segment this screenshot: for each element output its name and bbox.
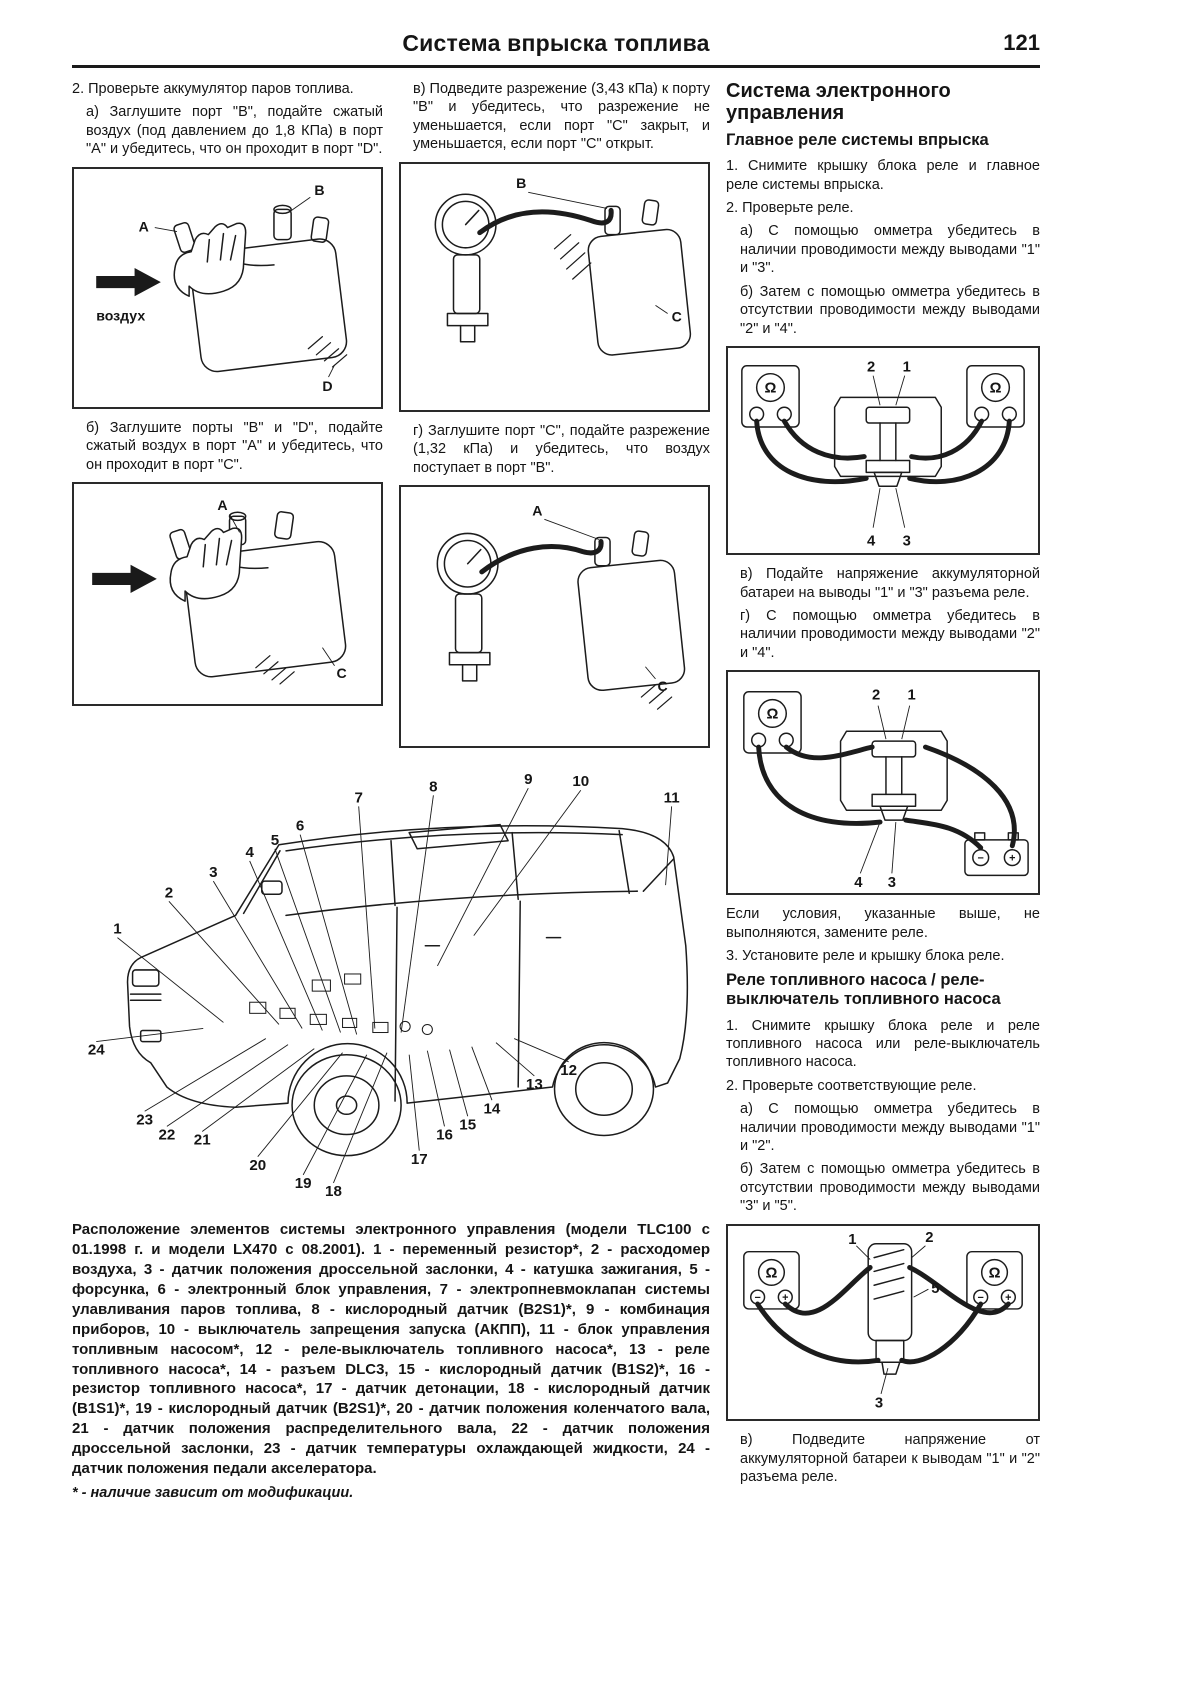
probe-plus-label: +	[1005, 1291, 1012, 1304]
hand-drawing	[170, 528, 241, 601]
pump-relay-ohmmeter-drawing	[730, 1228, 1036, 1418]
port-b-label: B	[516, 174, 527, 191]
column-middle	[399, 80, 710, 758]
terminal-3-label: 3	[902, 533, 911, 550]
step-2: 2. Проверьте аккумулятор паров топлива.	[72, 81, 354, 97]
vacuum-test-figure-1	[399, 162, 710, 412]
vacuum-hose	[482, 542, 601, 572]
relay-body	[835, 397, 942, 486]
main-relay-step-2g: г) С помощью омметра убедитесь в наличии проводимости между выводами "2" и "4".	[740, 608, 1040, 661]
column-right	[726, 80, 1040, 1501]
port-c-label: C	[671, 308, 682, 325]
port-c-label: C	[657, 678, 668, 695]
pump-relay-step-2: 2. Проверьте соответствующие реле.	[726, 1077, 977, 1094]
ohm-symbol: Ω	[764, 380, 777, 397]
canister-air-test-drawing	[76, 171, 379, 405]
callout-24: 24	[87, 1041, 105, 1059]
port-d-label: D	[322, 377, 333, 394]
canister-drawing	[173, 205, 348, 373]
callout-5: 5	[270, 831, 280, 849]
section-heading: Система электронного управления	[726, 80, 951, 125]
figure-footnote: * - наличие зависит от модификации.	[72, 1485, 354, 1502]
callout-2: 2	[164, 884, 174, 902]
subsection-fuel-pump-relay: Реле топливного насоса / реле-выключатель топливного насоса	[726, 970, 1001, 1009]
callout-14: 14	[483, 1100, 501, 1118]
canister-drawing	[169, 511, 347, 684]
step-2v: в) Подведите разрежение (3,43 кПа) к порту "B" и убедитесь, что разрежение не уменьшается, если порт "С" закрыт, и уменьшается, если порт "С" открыт.	[413, 81, 711, 153]
callout-20: 20	[249, 1156, 267, 1174]
probe-minus-label: −	[977, 1291, 984, 1304]
relay-body	[868, 1243, 911, 1373]
callout-16: 16	[436, 1126, 453, 1144]
canister-air-test-figure-2	[72, 482, 383, 706]
canister-air-test-figure	[72, 167, 383, 409]
terminal-3-label: 3	[874, 1395, 884, 1412]
relay-ohmmeter-drawing-2	[730, 674, 1036, 891]
callout-21: 21	[193, 1131, 211, 1149]
callout-11: 11	[663, 789, 680, 807]
battery-wire	[906, 820, 981, 848]
figure-caption: Расположение элементов системы электронного управления (модели TLC100 с 01.1998 г. и модели LX470 с 08.2001). 1 - переменный резистор*, 2 - расходомер воздуха, 3 - датчик положения дроссельной заслонки, 4 - катушка зажигания, 5 - форсунка, 6 - электронный блок управления, 7 - электропневмоклапан системы улавливания паров топлива, 8 - кислородный датчик (B2S1)*, 9 - комбинация приборов, 10 - выключатель запрещения запуска (АКПП), 11 - блок управления топливным насосом*, 12 - реле-выключатель топливного насоса*, 13 - реле топливного насоса*, 14 - разъем DLC3, 15 - кислородный датчик (B1S2)*, 16 - резистор топливного насоса*, 17 - датчик детонации, 18 - кислородный датчик (B1S1)*, 19 - кислородный датчик (B2S1)*, 20 - датчик положения коленчатого вала, 21 - датчик положения распределительного вала, 22 - датчик положения дроссельной заслонки, 23 - датчик температуры охлаждающей жидкости, 24 - датчик положения педали акселератора.	[72, 1220, 710, 1478]
relay-body	[841, 732, 948, 821]
callout-4: 4	[245, 843, 254, 861]
canister-drawing	[577, 531, 686, 710]
callout-8: 8	[429, 778, 438, 796]
pump-relay-check-figure	[726, 1224, 1040, 1422]
terminal-5-label: 5	[931, 1280, 940, 1297]
probe-minus-label: −	[754, 1291, 761, 1304]
callout-9: 9	[524, 770, 533, 788]
callout-22: 22	[158, 1126, 176, 1144]
callout-1: 1	[113, 920, 122, 938]
air-arrow-icon	[96, 268, 161, 296]
vacuum-pump-drawing	[435, 194, 496, 341]
battery-minus-label: −	[977, 852, 984, 865]
port-b-label: B	[314, 181, 325, 198]
probe-wire	[910, 421, 1010, 482]
vacuum-test-drawing-2	[403, 489, 706, 744]
hand-drawing	[174, 223, 245, 296]
port-c-label: C	[336, 665, 347, 682]
probe-plus-label: +	[782, 1291, 789, 1304]
terminal-2-label: 2	[867, 359, 876, 376]
terminal-1-label: 1	[907, 687, 916, 704]
callout-10: 10	[572, 772, 590, 790]
ohm-symbol: Ω	[989, 380, 1002, 397]
terminal-3-label: 3	[887, 875, 897, 892]
ohm-symbol: Ω	[765, 1265, 778, 1282]
callout-15: 15	[459, 1116, 477, 1134]
callout-12: 12	[560, 1061, 578, 1079]
callout-7: 7	[354, 789, 363, 807]
pump-relay-step-2v: в) Подведите напряжение от аккумуляторной батареи к выводам "1" и "2" разъема реле.	[740, 1432, 1040, 1485]
step-2b: б) Заглушите порты "B" и "D", подайте сжатый воздух в порт "А" и убедитесь, что он проходит в порт "С".	[86, 419, 383, 473]
vacuum-test-drawing-1	[403, 166, 706, 408]
terminal-leaders	[873, 376, 905, 528]
callout-leaders	[96, 788, 671, 1183]
main-relay-check-figure-1	[726, 346, 1040, 555]
callout-23: 23	[136, 1111, 154, 1129]
probe-wire	[786, 747, 872, 758]
vacuum-test-figure-2	[399, 485, 710, 748]
callout-6: 6	[295, 817, 305, 835]
port-a-label: A	[138, 218, 149, 235]
terminal-2-label: 2	[925, 1229, 934, 1246]
canister-air-test-drawing-2	[76, 486, 379, 702]
main-relay-check-figure-2	[726, 670, 1040, 895]
terminal-4-label: 4	[867, 533, 876, 550]
left-section	[72, 80, 710, 1501]
relay-ohmmeter-drawing-1	[730, 350, 1036, 551]
procedure-columns	[72, 80, 710, 758]
main-relay-step-2: 2. Проверьте реле.	[726, 200, 854, 217]
terminal-2-label: 2	[871, 687, 881, 704]
port-a-label: A	[532, 502, 543, 519]
page-title: Система впрыска топлива	[402, 30, 710, 56]
battery-plus-label: +	[1009, 852, 1016, 865]
vacuum-hose	[480, 210, 611, 232]
ohm-symbol: Ω	[988, 1265, 1001, 1282]
air-label: воздух	[96, 307, 146, 324]
main-relay-step-1: 1. Снимите крышку блока реле и главное реле системы впрыска.	[726, 158, 1040, 193]
pump-relay-step-1: 1. Снимите крышку блока реле и реле топливного насоса или реле-выключатель топливного насоса.	[726, 1017, 1040, 1071]
page-content	[72, 80, 1040, 1501]
probe-wire	[902, 1304, 981, 1362]
canister-drawing	[555, 199, 692, 356]
terminal-4-label: 4	[854, 875, 863, 892]
column-left	[72, 80, 383, 758]
component-location-figure	[72, 764, 710, 1210]
callout-17: 17	[410, 1150, 428, 1168]
callout-18: 18	[325, 1182, 342, 1200]
port-a-label: A	[217, 497, 228, 514]
step-2g: г) Заглушите порт "С", подайте разрежение (1,32 кПа) и убедитесь, что воздух поступает в порт "В".	[413, 423, 710, 476]
main-relay-step-2v: в) Подайте напряжение аккумуляторной батареи на выводы "1" и "3" разъема реле.	[740, 566, 1040, 601]
terminal-1-label: 1	[902, 359, 911, 376]
battery-wire	[925, 747, 1014, 846]
vacuum-pump-drawing	[437, 534, 498, 681]
step-2a: а) Заглушите порт "B", подайте сжатый воздух (под давлением до 1,8 КПа) в порт "А" и убедитесь, что он проходит в порт "D".	[86, 104, 383, 158]
page-header	[72, 30, 1040, 68]
main-relay-note: Если условия, указанные выше, не выполняются, замените реле.	[726, 906, 1040, 941]
ohm-symbol: Ω	[766, 706, 779, 723]
main-relay-step-3: 3. Установите реле и крышку блока реле.	[726, 948, 1005, 965]
callout-13: 13	[525, 1075, 543, 1093]
car-diagram	[72, 764, 710, 1210]
main-relay-step-2a: а) С помощью омметра убедитесь в наличии проводимости между выводами "1" и "3".	[740, 223, 1040, 277]
pump-relay-step-2b: б) Затем с помощью омметра убедитесь в отсутствии проводимости между выводами "3" и "5".	[740, 1161, 1040, 1215]
air-arrow-icon	[92, 565, 157, 593]
terminal-1-label: 1	[848, 1231, 857, 1248]
callout-3: 3	[209, 863, 218, 881]
pump-relay-step-2a: а) С помощью омметра убедитесь в наличии проводимости между выводами "1" и "2".	[740, 1101, 1040, 1155]
callout-19: 19	[294, 1174, 312, 1192]
main-relay-step-2b: б) Затем с помощью омметра убедитесь в отсутствии проводимости между выводами "2" и "4".	[740, 283, 1040, 337]
subsection-main-relay: Главное реле системы впрыска	[726, 130, 989, 149]
page-number: 121	[1003, 30, 1040, 55]
